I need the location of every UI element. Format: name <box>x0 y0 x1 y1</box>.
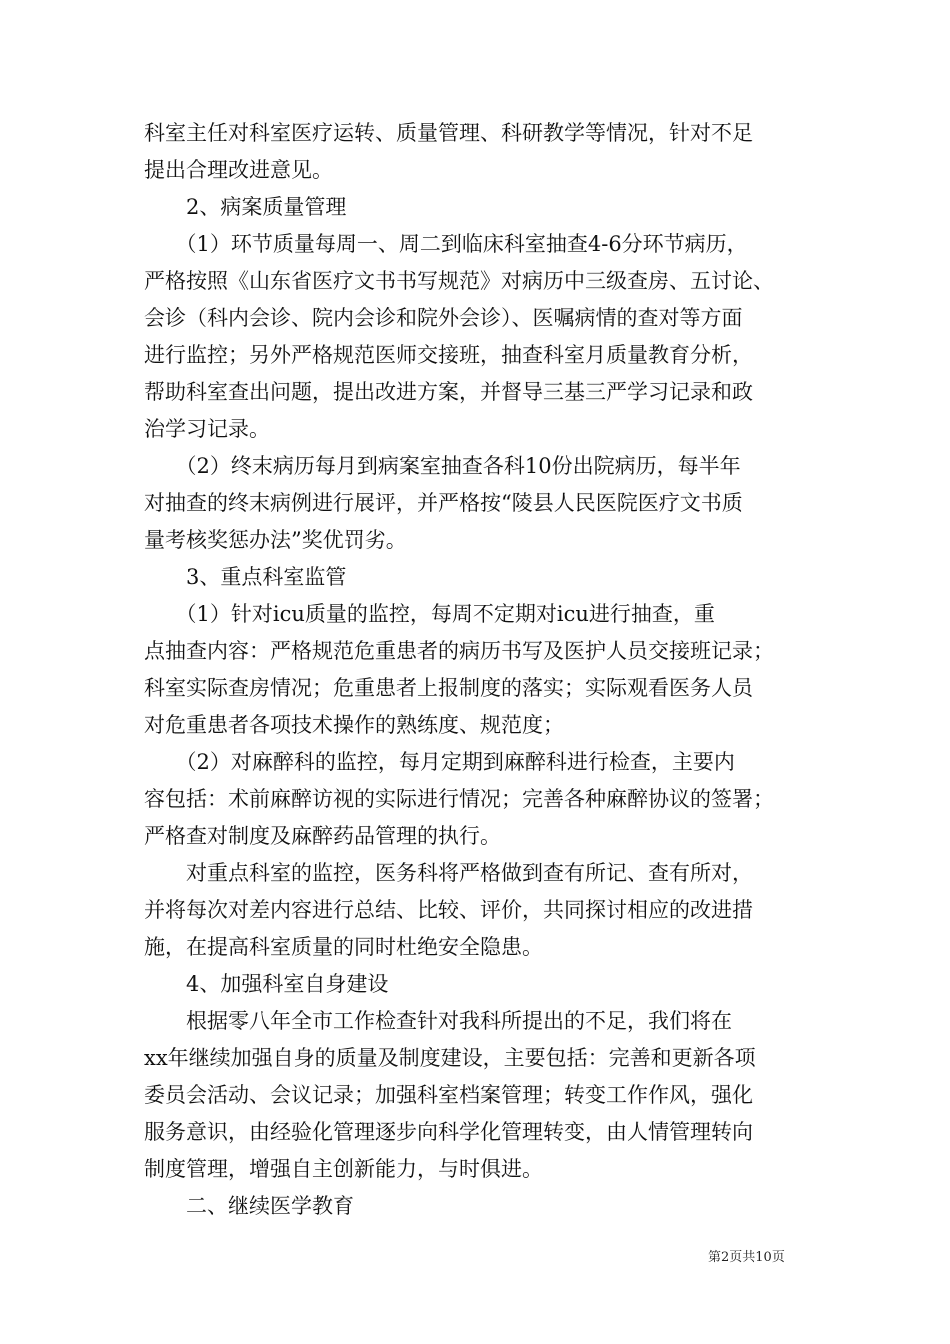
text-line: （2）终末病历每月到病案室抽查各科10份出院病历，每半年 <box>144 454 741 478</box>
paragraph <box>144 559 824 596</box>
text-line: 量考核奖惩办法”奖优罚劣。 <box>144 528 407 552</box>
text-line: 容包括：术前麻醉访视的实际进行情况；完善各种麻醉协议的签署； <box>144 787 774 811</box>
paragraph <box>144 1188 824 1225</box>
text-line: 二、继续医学教育 <box>144 1194 354 1218</box>
paragraph <box>144 226 824 448</box>
text-line: 2、病案质量管理 <box>144 195 347 219</box>
text-line: 根据零八年全市工作检查针对我科所提出的不足，我们将在 <box>144 1009 732 1033</box>
page-number-footer: 第2页共10页 <box>708 1250 785 1265</box>
text-line: （1）针对icu质量的监控，每周不定期对icu进行抽查，重 <box>144 602 715 626</box>
text-line: 进行监控；另外严格规范医师交接班，抽查科室月质量教育分析， <box>144 343 753 367</box>
text-line: 会诊（科内会诊、院内会诊和院外会诊）、医嘱病情的查对等方面 <box>144 306 743 330</box>
text-line: （2）对麻醉科的监控，每月定期到麻醉科进行检查，主要内 <box>144 750 735 774</box>
text-line: 对重点科室的监控，医务科将严格做到查有所记、查有所对， <box>144 861 753 885</box>
text-line: 服务意识，由经验化管理逐步向科学化管理转变，由人情管理转向 <box>144 1120 753 1144</box>
text-line: xx年继续加强自身的质量及制度建设，主要包括：完善和更新各项 <box>144 1046 756 1070</box>
text-line: （1）环节质量每周一、周二到临床科室抽查4-6分环节病历， <box>144 232 748 256</box>
paragraph <box>144 448 824 559</box>
paragraph <box>144 115 824 189</box>
text-line: 并将每次对差内容进行总结、比较、评价，共同探讨相应的改进措 <box>144 898 753 922</box>
text-line: 治学习记录。 <box>144 417 270 441</box>
paragraph <box>144 966 824 1003</box>
text-line: 委员会活动、会议记录；加强科室档案管理；转变工作作风，强化 <box>144 1083 753 1107</box>
paragraph <box>144 855 824 966</box>
paragraph <box>144 189 824 226</box>
text-line: 对抽查的终末病例进行展评，并严格按“陵县人民医院医疗文书质 <box>144 491 743 515</box>
text-line: 3、重点科室监管 <box>144 565 347 589</box>
text-line: 帮助科室查出问题，提出改进方案，并督导三基三严学习记录和政 <box>144 380 753 404</box>
text-line: 严格按照《山东省医疗文书书写规范》对病历中三级查房、五讨论、 <box>144 269 774 293</box>
text-line: 科室主任对科室医疗运转、质量管理、科研教学等情况，针对不足 <box>144 121 753 145</box>
text-line: 制度管理，增强自主创新能力，与时俱进。 <box>144 1157 543 1181</box>
text-line: 科室实际查房情况；危重患者上报制度的落实；实际观看医务人员 <box>144 676 753 700</box>
body-text <box>144 115 824 1225</box>
paragraph <box>144 1003 824 1188</box>
text-line: 4、加强科室自身建设 <box>144 972 389 996</box>
text-line: 提出合理改进意见。 <box>144 158 333 182</box>
text-line: 施，在提高科室质量的同时杜绝安全隐患。 <box>144 935 543 959</box>
text-line: 点抽查内容：严格规范危重患者的病历书写及医护人员交接班记录； <box>144 639 774 663</box>
paragraph <box>144 596 824 744</box>
paragraph <box>144 744 824 855</box>
text-line: 对危重患者各项技术操作的熟练度、规范度； <box>144 713 564 737</box>
text-line: 严格查对制度及麻醉药品管理的执行。 <box>144 824 501 848</box>
